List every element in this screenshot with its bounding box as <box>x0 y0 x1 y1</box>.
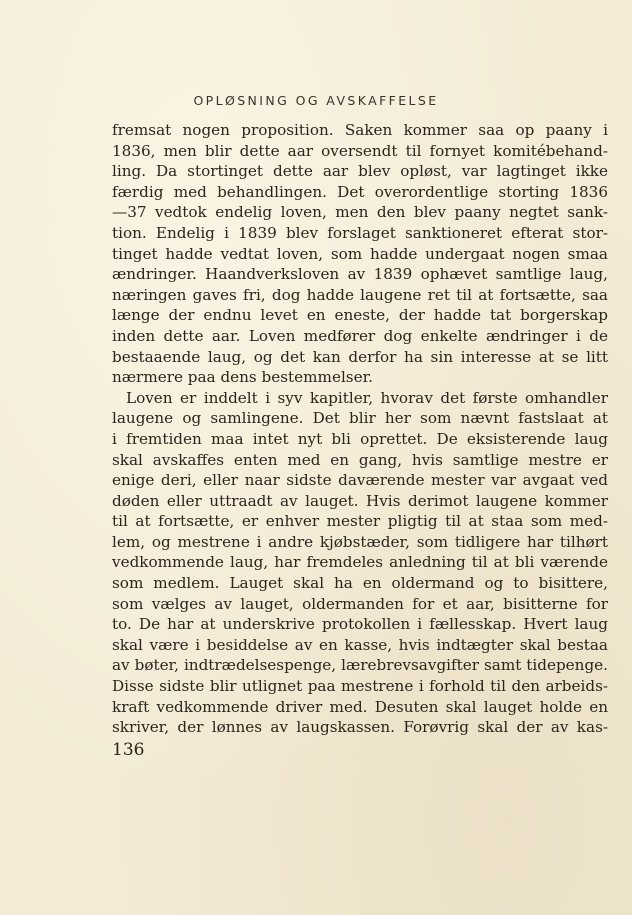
text-line: som vælges av lauget, oldermanden for et aar, bisitterne for <box>112 594 608 613</box>
text-line: —37 vedtok endelig loven, men den blev paany negtet sank- <box>112 203 608 222</box>
text-line: lem, og mestrene i andre kjøbstæder, som tidligere har tilhørt <box>112 532 608 551</box>
text-line: 1836, men blir dette aar oversendt til fornyet komitébehand- <box>112 141 608 160</box>
body-text <box>112 120 608 738</box>
text-line: inden dette aar. Loven medfører dog enkelte ændringer i de <box>112 326 608 345</box>
text-line: vedkommende laug, har fremdeles anledning til at bli værende <box>112 553 608 572</box>
text-line: bestaaende laug, og det kan derfor ha sin interesse at se litt <box>112 347 608 366</box>
text-line: ændringer. Haandverksloven av 1839 ophævet samtlige laug, <box>112 265 608 284</box>
text-line: fremsat nogen proposition. Saken kommer saa op paany i <box>112 121 608 139</box>
text-line: enige deri, eller naar sidste daværende mester var avgaat ved <box>112 471 608 490</box>
text-line: nærmere paa dens bestemmelser. <box>112 368 373 387</box>
text-line: næringen gaves fri, dog hadde laugene ret til at fortsætte, saa <box>112 285 608 304</box>
text-line: tion. Endelig i 1839 blev forslaget sanktioneret efterat stor- <box>112 223 608 242</box>
text-line: kraft vedkommende driver med. Desuten skal lauget holde en <box>112 697 608 716</box>
text-line: skriver, der lønnes av laugskassen. Forøvrig skal der av kas- <box>112 718 608 737</box>
text-line: færdig med behandlingen. Det overordentlige storting 1836 <box>112 182 608 201</box>
text-line: længe der endnu levet en eneste, der hadde tat borgerskap <box>112 306 608 325</box>
page-number: 136 <box>112 740 145 760</box>
text-line: av bøter, indtrædelsespenge, lærebrevsavgifter samt tidepenge. <box>112 656 608 675</box>
text-line: skal være i besiddelse av en kasse, hvis indtægter skal bestaa <box>112 635 608 654</box>
text-line: i fremtiden maa intet nyt bli oprettet. De eksisterende laug <box>112 429 608 448</box>
text-line: døden eller uttraadt av lauget. Hvis derimot laugene kommer <box>112 491 608 510</box>
text-line: to. De har at underskrive protokollen i fællesskap. Hvert laug <box>112 615 608 634</box>
text-line: som medlem. Lauget skal ha en oldermand og to bisittere, <box>112 574 608 593</box>
text-line: Loven er inddelt i syv kapitler, hvorav det første omhandler <box>126 388 608 407</box>
text-line: laugene og samlingene. Det blir her som nævnt fastslaat at <box>112 409 608 428</box>
text-line: ling. Da stortinget dette aar blev opløst, var lagtinget ikke <box>112 162 608 181</box>
text-line: til at fortsætte, er enhver mester pligtig til at staa som med- <box>112 512 608 531</box>
text-line: skal avskaffes enten med en gang, hvis samtlige mestre er <box>112 450 608 469</box>
running-head: OPLØSNING OG AVSKAFFELSE <box>193 93 439 108</box>
text-line: Disse sidste blir utlignet paa mestrene i forhold til den arbeids- <box>112 677 608 696</box>
text-line: tinget hadde vedtat loven, som hadde undergaat nogen smaa <box>112 244 608 263</box>
